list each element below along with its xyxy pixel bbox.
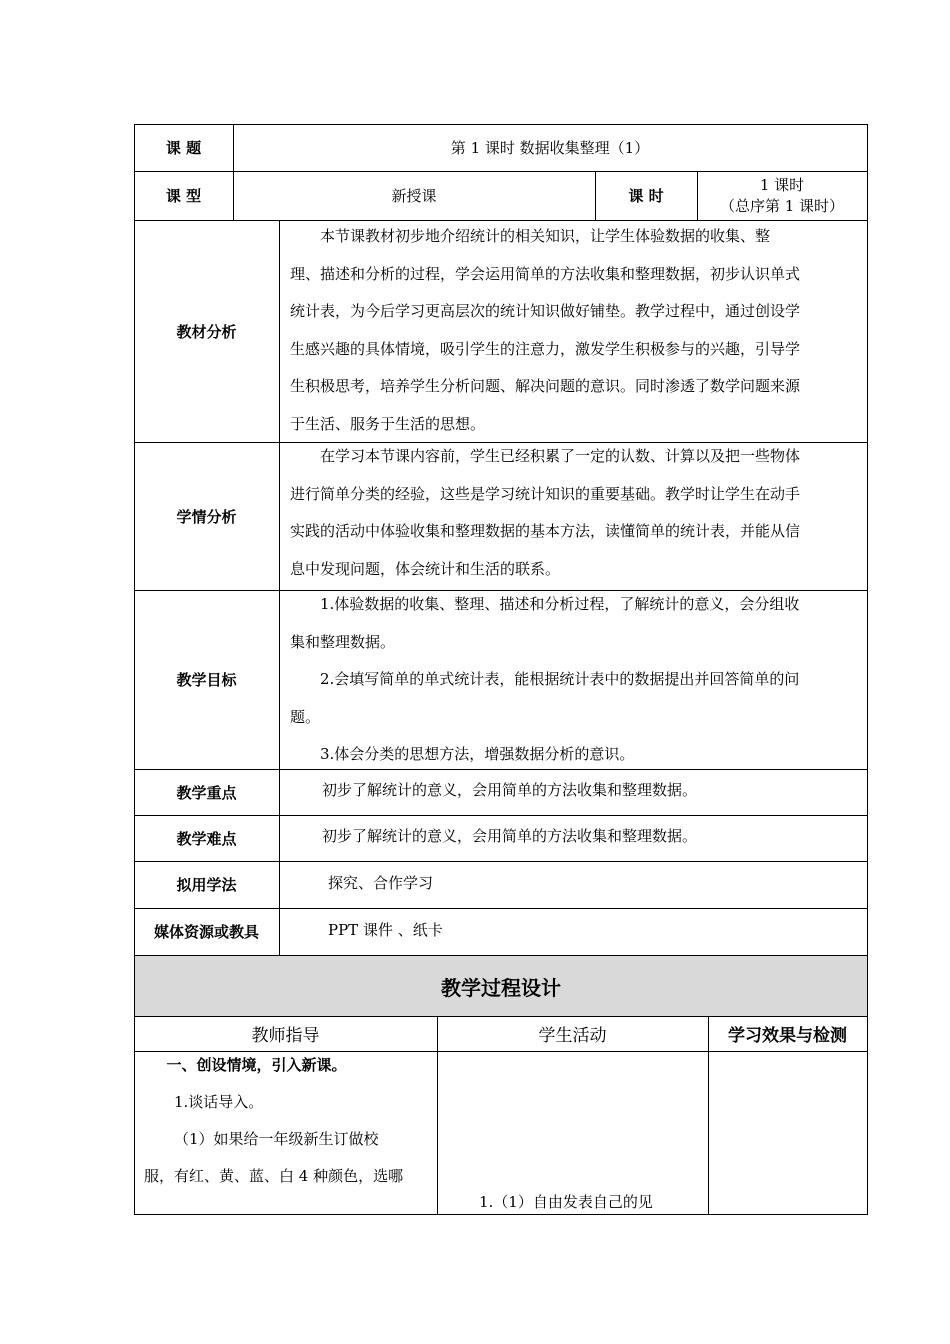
type-label: 课 型 (165, 187, 202, 205)
text-line: 于生活、服务于生活的思想。 (290, 414, 486, 433)
col-effect: 学习效果与检测 (728, 1026, 847, 1046)
difficulties-value: 初步了解统计的意义，会用简单的方法收集和整理数据。 (322, 827, 698, 845)
table-border (279, 220, 280, 956)
methods-label: 拟用学法 (176, 876, 237, 894)
students-text (290, 438, 862, 588)
hours-line2: （总序第 1 课时） (719, 196, 845, 215)
goals-label: 教学目标 (176, 671, 237, 689)
col-teacher: 教师指导 (251, 1026, 320, 1046)
text-line: 在学习本节课内容前，学生已经积累了一定的认数、计算以及把一些物体 (320, 447, 801, 465)
topic-value: 第 1 课时 数据收集整理（1） (450, 139, 650, 157)
process-title: 教学过程设计 (441, 975, 561, 1000)
hours-line1: 1 课时 (759, 175, 805, 194)
text-line: 息中发现问题，体会统计和生活的联系。 (290, 559, 561, 578)
text-line: （1）如果给一年级新生订做校 (174, 1130, 379, 1148)
text-line: 实践的活动中体验收集和整理数据的基本方法，读懂简单的统计表，并能从信 (290, 522, 801, 540)
section-heading: 一、创设情境，引入新课。 (166, 1056, 347, 1074)
key-points-value: 初步了解统计的意义，会用简单的方法收集和整理数据。 (322, 781, 698, 799)
goals-text (290, 586, 862, 774)
media-label: 媒体资源或教具 (153, 923, 259, 941)
textbook-label: 教材分析 (176, 322, 237, 341)
text-line: 进行简单分类的经验，这些是学习统计知识的重要基础。教学时让学生在动手 (290, 484, 801, 503)
text-line: 1.体验数据的收集、整理、描述和分析过程，了解统计的意义，会分组收 (320, 595, 800, 613)
text-line: 理、描述和分析的过程，学会运用简单的方法收集和整理数据，初步认识单式 (290, 264, 801, 283)
topic-label: 课 题 (165, 139, 202, 157)
text-line: 服，有红、黄、蓝、白 4 种颜色，选哪 (144, 1167, 404, 1185)
table-border (134, 1214, 868, 1215)
difficulties-label: 教学难点 (176, 829, 237, 848)
text-line: 题。 (290, 707, 321, 726)
text-line: 生积极思考，培养学生分析问题、解决问题的意识。同时渗透了数学问题来源 (290, 377, 801, 395)
hours-value (697, 171, 867, 220)
students-label: 学情分析 (176, 507, 237, 526)
col-student: 学生活动 (538, 1026, 607, 1046)
media-value: PPT 课件 、纸卡 (328, 921, 443, 939)
text-line: 2.会填写简单的单式统计表，能根据统计表中的数据提出并回答简单的问 (320, 670, 800, 688)
textbook-text (290, 218, 862, 443)
type-value: 新授课 (391, 187, 437, 205)
methods-value: 探究、合作学习 (328, 874, 434, 892)
student-activity: 1.（1）自由发表自己的见 (479, 1193, 653, 1211)
teacher-guidance (144, 1047, 432, 1195)
hours-label: 课 时 (628, 187, 664, 205)
text-line: 集和整理数据。 (290, 632, 396, 651)
text-line: 统计表，为今后学习更高层次的统计知识做好铺垫。教学过程中，通过创设学 (290, 302, 801, 320)
text-line: 本节课教材初步地介绍统计的相关知识，让学生体验数据的收集、整 (320, 227, 771, 245)
text-line: 生感兴趣的具体情境，吸引学生的注意力，激发学生积极参与的兴趣，引导学 (290, 339, 801, 358)
table-border (867, 124, 868, 1215)
text-line: 3.体会分类的思想方法，增强数据分析的意识。 (320, 745, 635, 763)
key-points-label: 教学重点 (176, 783, 237, 802)
text-line: 1.谈话导入。 (174, 1093, 264, 1111)
